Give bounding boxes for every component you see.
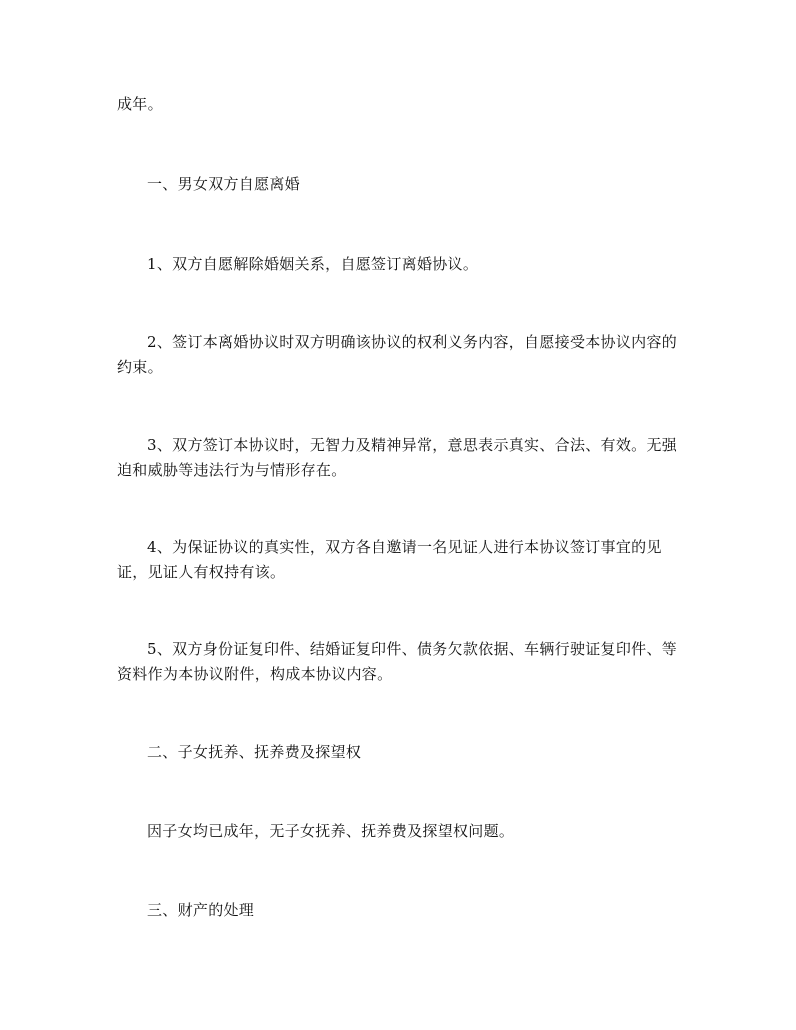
section-heading-property: 三、财产的处理 bbox=[147, 901, 255, 919]
section-heading-voluntary-divorce: 一、男女双方自愿离婚 bbox=[147, 175, 301, 193]
section-heading-child-support: 二、子女抚养、抚养费及探望权 bbox=[147, 743, 362, 761]
clause-4: 4、为保证协议的真实性，双方各自邀请一名见证人进行本协议签订事宜的见证，见证人有权持有该。 bbox=[117, 538, 662, 581]
child-support-statement: 因子女均已成年，无子女抚养、抚养费及探望权问题。 bbox=[147, 822, 515, 840]
clause-2: 2、签订本离婚协议时双方明确该协议的权利义务内容，自愿接受本协议内容的约束。 bbox=[117, 333, 678, 376]
clause-1: 1、双方自愿解除婚姻关系，自愿签订离婚协议。 bbox=[147, 255, 479, 273]
paragraph-continuation: 成年。 bbox=[117, 95, 163, 113]
clause-5: 5、双方身份证复印件、结婚证复印件、债务欠款依据、车辆行驶证复印件、等资料作为本协议附件，构成本协议内容。 bbox=[117, 640, 678, 683]
clause-3: 3、双方签订本协议时，无智力及精神异常，意思表示真实、合法、有效。无强迫和威胁等违法行为与情形存在。 bbox=[117, 436, 678, 479]
